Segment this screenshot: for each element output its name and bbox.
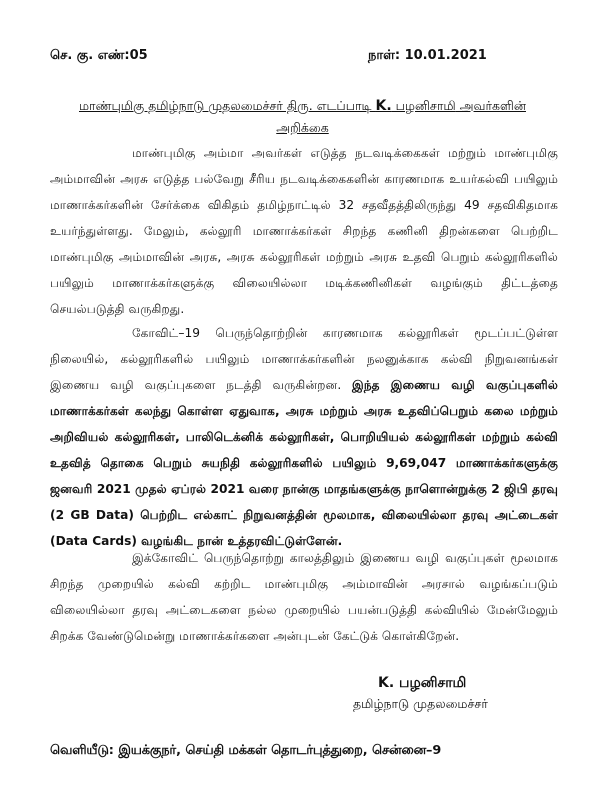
title-prefix: மாண்புமிகு தமிழ்நாடு முதலமைச்சர் திரு. எடப்பாடி — [79, 98, 376, 113]
reference-number: செ. கு. எண்:05 — [50, 48, 148, 63]
paragraph-1: மாண்புமிகு அம்மா அவர்கள் எடுத்த நடவடிக்கைகள் மற்றும் மாண்புமிகு அம்மாவின் அரசு எடுத்த பல்வேறு சீரிய நடவடிக்கைகளின் காரணமாக உயர்கல்வி பயிலும் மாணாக்கர்களின் சேர்க்கை விகிதம் தமிழ்நாட்டில் 32 சதவீதத்திலிருந்து 49 சதவிகிதமாக உயர்ந்துள்ளது. மேலும், கல்லூரி மாணாக்கர்கள் சிறந்த கணினி திறன்களை பெற்றிட மாண்புமிகு அம்மாவின் அரசு, அரசு கல்லூரிகள் மற்றும் அரசு உதவி பெறும் கல்லூரிகளில் பயிலும் மாணாக்கர்களுக்கு விலையில்லா மடிக்கணினிகள் வழங்கும் திட்டத்தை செயல்படுத்தி வருகிறது. — [50, 146, 558, 316]
title-name-rest: பழனிசாமி — [391, 98, 456, 113]
signature-title: தமிழ்நாடு முதலமைச்சர் — [353, 696, 488, 711]
paragraph-2 — [50, 320, 558, 554]
paragraph-2-normal: கோவிட்–19 பெருந்தொற்றின் காரணமாக கல்லூரிகள் மூடப்பட்டுள்ள நிலையில், கல்லூரிகளில் பயிலும் மாணாக்கர்களின் நலனுக்காக கல்வி நிறுவனங்கள் இணைய வழி வகுப்புகளை நடத்தி வருகின்றன. — [50, 326, 558, 392]
paragraph-3: இக்கோவிட் பெருந்தொற்று காலத்திலும் இணைய வழி வகுப்புகள் மூலமாக சிறந்த முறையில் கல்வி கற்றிட மாண்புமிகு அம்மாவின் அரசால் வழங்கப்படும் விலையில்லா தரவு அட்டைகளை நல்ல முறையில் பயன்படுத்தி கல்வியில் மேன்மேலும் சிறக்க வேண்டுமென்று மாணாக்கர்களை அன்புடன் கேட்டுக் கொள்கிறேன். — [50, 551, 558, 643]
release-date: நாள்: 10.01.2021 — [368, 48, 487, 63]
paragraph-2-bold: இந்த இணைய வழி வகுப்புகளில் மாணாக்கர்கள் கலந்து கொள்ள ஏதுவாக, அரசு மற்றும் அரசு உதவிப்பெறும் கலை மற்றும் அறிவியல் கல்லூரிகள், பாலிடெக்னிக் கல்லூரிகள், பொறியியல் கல்லூரிகள் மற்றும் கல்வி உதவித் தொகை பெறும் சுயநிதி கல்லூரிகளில் பயிலும் 9,69,047 மாணாக்கர்களுக்கு ஜனவரி 2021 முதல் ஏப்ரல் 2021 வரை நான்கு மாதங்களுக்கு நாளொன்றுக்கு 2 ஜிபி தரவு (2 GB Data) பெற்றிட எல்காட் நிறுவனத்தின் மூலமாக, விலையில்லா தரவு அட்டைகள் (Data Cards) வழங்கிட நான் உத்தரவிட்டுள்ளேன். — [50, 378, 558, 548]
title-name-initial: K. — [375, 98, 392, 114]
signature-name: K. பழனிசாமி — [378, 675, 467, 691]
title-suffix: அவர்களின் அறிக்கை — [276, 98, 526, 135]
document-title — [55, 95, 550, 138]
release-footer: வெளியீடு: இயக்குநர், செய்தி மக்கள் தொடர்புத்துறை, சென்னை–9 — [50, 743, 442, 758]
